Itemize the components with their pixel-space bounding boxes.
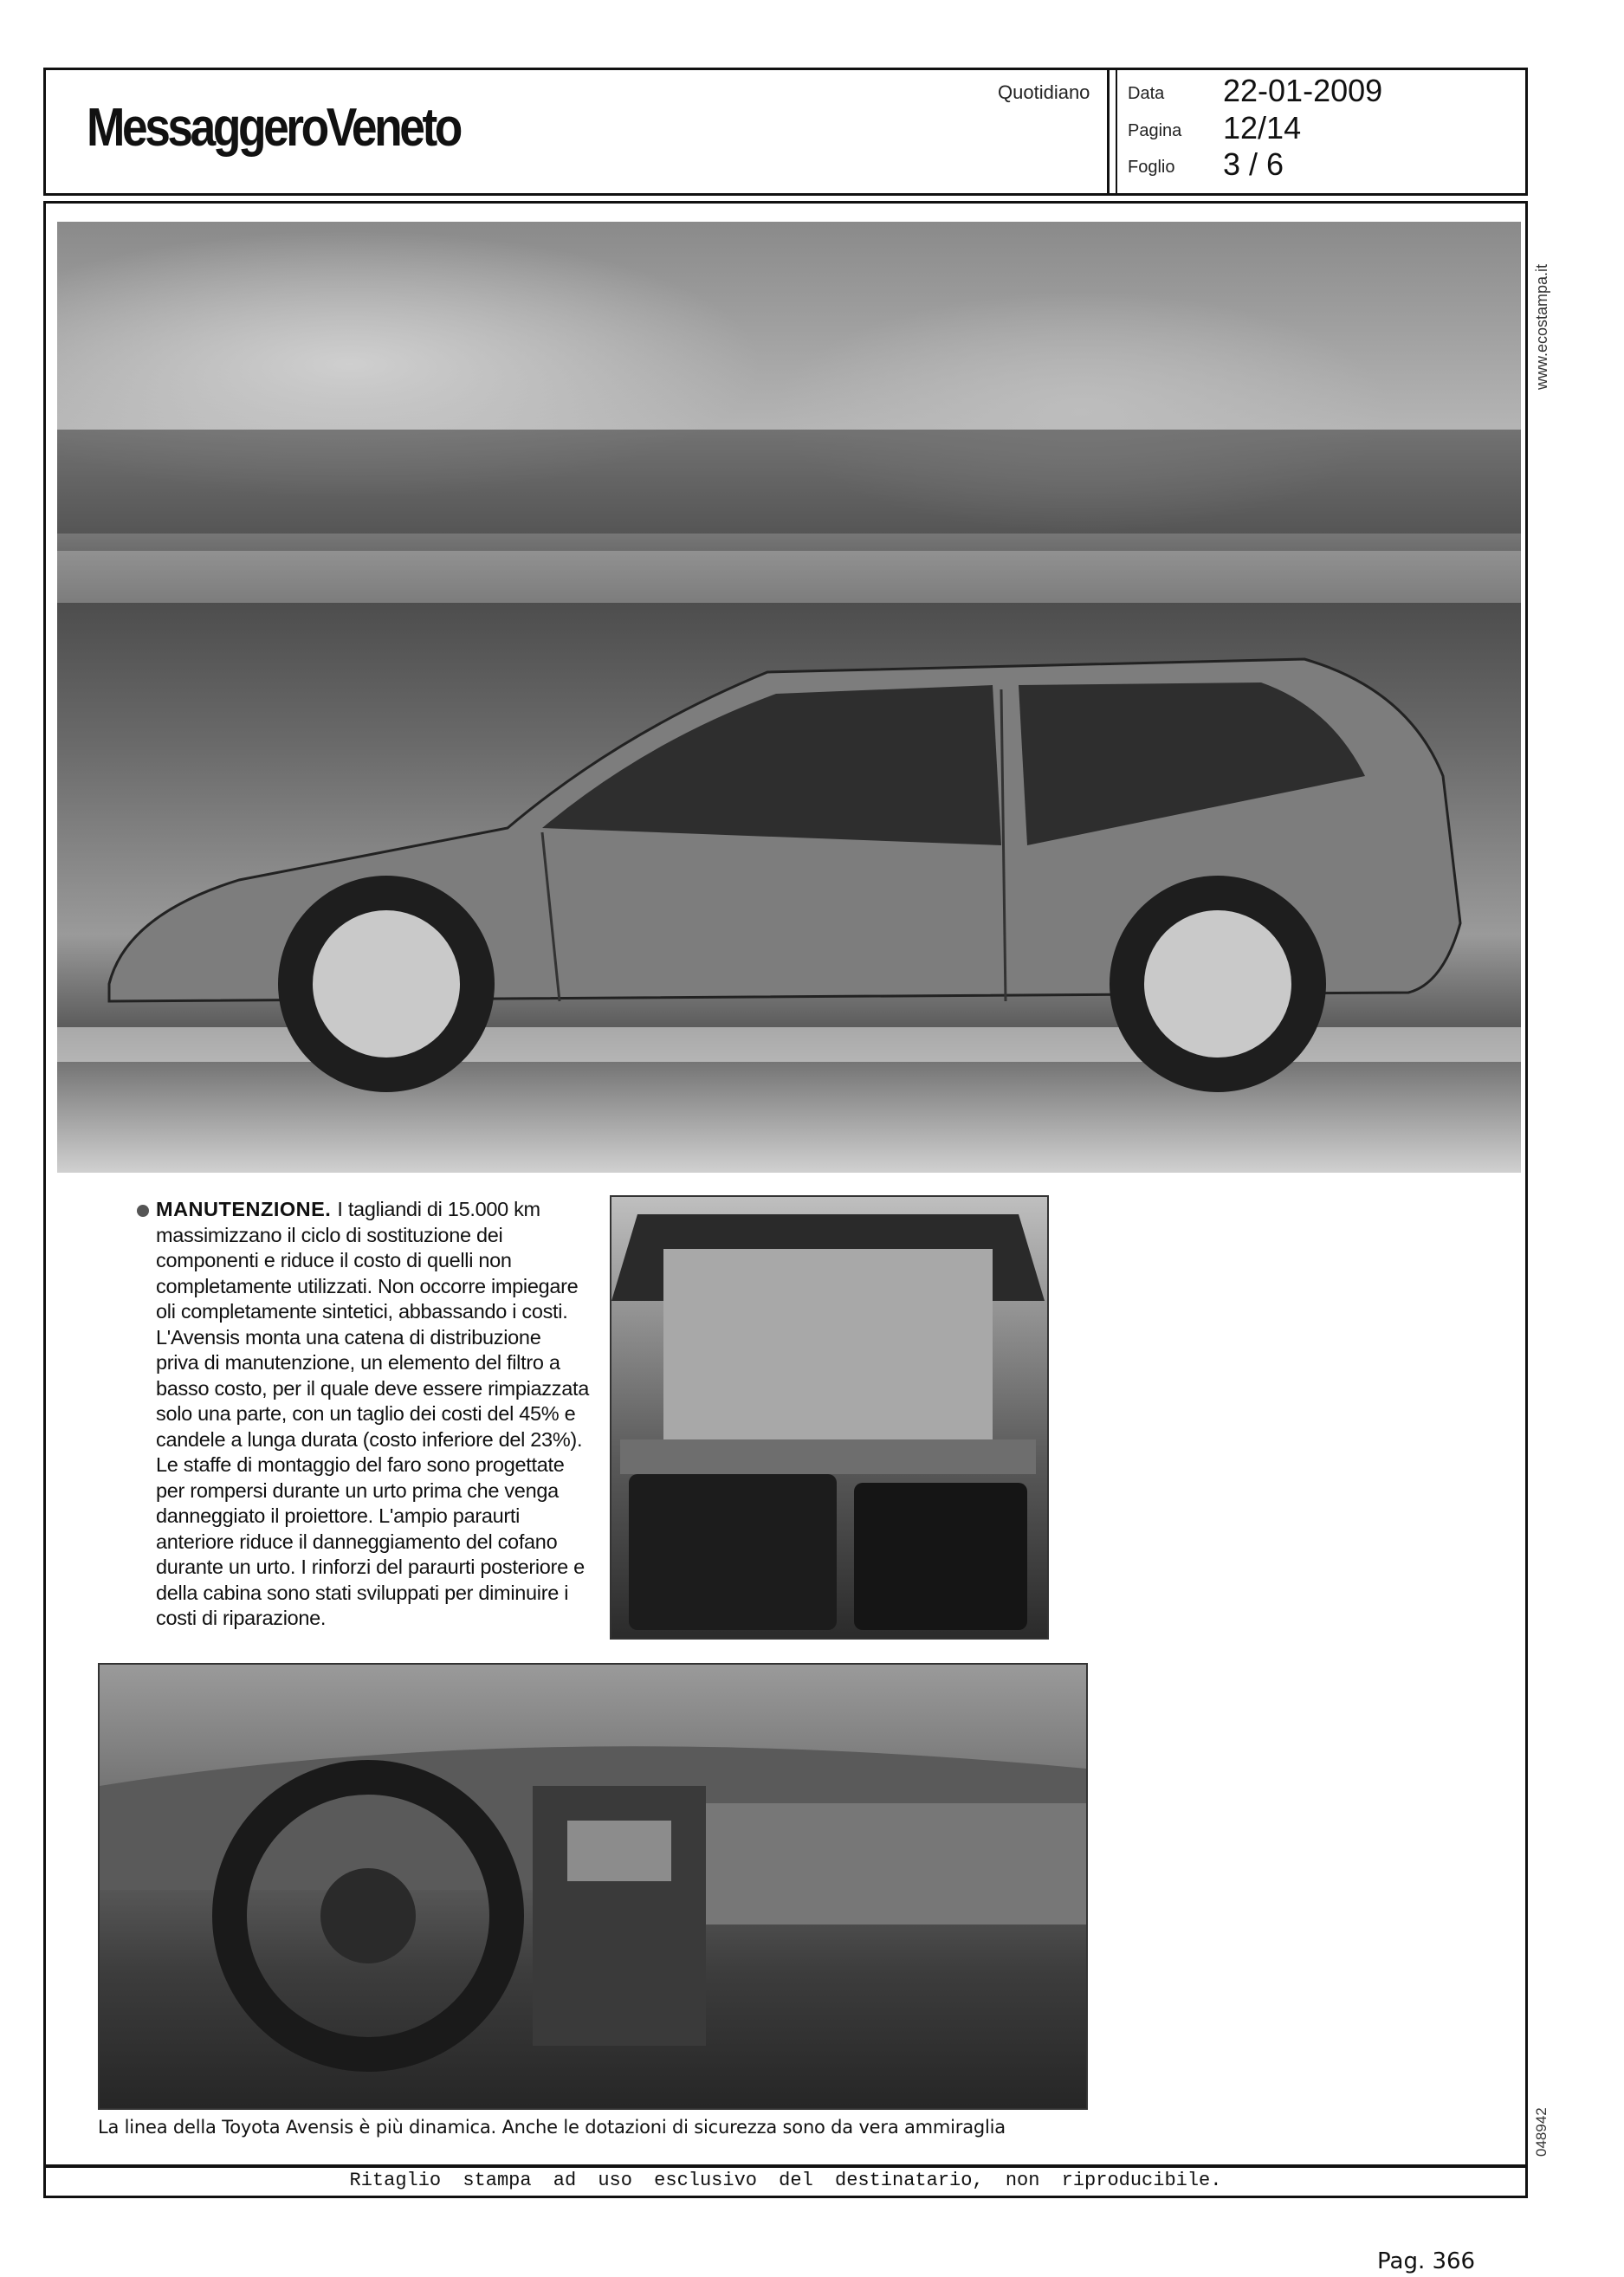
car-illustration xyxy=(57,222,1521,1173)
side-code: 048942 xyxy=(1533,2107,1550,2157)
edition-label: Quotidiano xyxy=(998,81,1090,103)
disclaimer-text: Ritaglio stampa ad uso esclusivo del destinatario, non riproducibile. xyxy=(349,2170,1222,2191)
footer-rule xyxy=(43,2165,1528,2168)
meta-value-foglio: 3 / 6 xyxy=(1223,146,1284,182)
article-kicker: MANUTENZIONE. xyxy=(156,1198,338,1220)
bullet-icon xyxy=(137,1205,149,1217)
side-url: www.ecostampa.it xyxy=(1533,263,1550,390)
boot-illustration xyxy=(611,1197,1047,1638)
dashboard-photo xyxy=(98,1663,1088,2110)
article-body xyxy=(156,1197,589,1632)
car-side-photo xyxy=(57,222,1521,1173)
boot-luggage-photo xyxy=(610,1195,1049,1640)
photo-caption: La linea della Toyota Avensis è più dinamica. Anche le dotazioni di sicurezza sono da vera ammiraglia xyxy=(98,2117,1006,2138)
article-text: I tagliandi di 15.000 km massimizzano il ciclo di sostituzione dei componenti e riduce il costo di quelli non completamente utilizzati. Non occorre impiegare oli completamente sintetici, abbassando i costi. L'Avensis monta una catena di distribuzione priva di manutenzione, un elemento del filtro a basso costo, per il quale deve essere rimpiazzata solo una parte, con un taglio dei costi del 45% e candele a lunga durata (costo inferiore del 23%). Le staffe di montaggio del faro sono progettate per rompersi durante un urto prima che venga danneggiato il proiettore. L'ampio paraurti anteriore riduce il danneggiamento del cofano durante un urto. I rinforzi del paraurti posteriore e della cabina sono stati sviluppati per diminuire i costi di riparazione. xyxy=(156,1198,589,1629)
meta-box-divider xyxy=(1116,68,1117,196)
meta-value-data: 22-01-2009 xyxy=(1223,73,1383,108)
meta-label-data: Data xyxy=(1128,84,1165,103)
masthead-logo: MessaggeroVeneto xyxy=(87,98,460,158)
meta-label-pagina: Pagina xyxy=(1128,121,1182,140)
dashboard-illustration xyxy=(100,1665,1086,2108)
meta-value-pagina: 12/14 xyxy=(1223,110,1302,146)
page-number: Pag. 366 xyxy=(1377,2248,1476,2274)
meta-label-foglio: Foglio xyxy=(1128,158,1175,177)
